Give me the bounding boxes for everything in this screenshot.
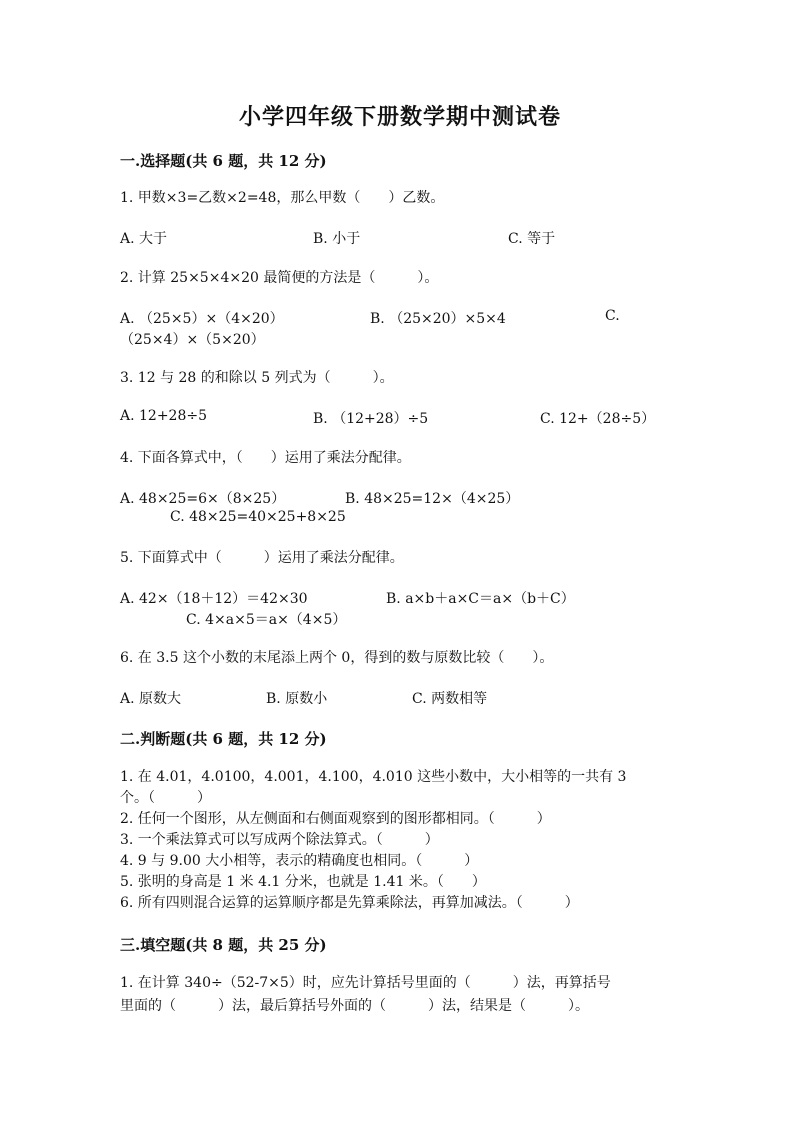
option-1-2-a: A. （25×5）×（4×20） — [120, 311, 284, 327]
option-1-5-c: C. 4×a×5＝a×（4×5） — [186, 612, 347, 628]
option-1-4-a: A. 48×25=6×（8×25） — [120, 491, 286, 507]
question-1-1: 1. 甲数×3=乙数×2=48，那么甲数（ ）乙数。 — [120, 190, 445, 206]
section-heading-choice: 一.选择题(共 6 题，共 12 分) — [120, 152, 327, 170]
option-1-1-a: A. 大于 — [120, 231, 168, 247]
section-heading-judge: 二.判断题(共 6 题，共 12 分) — [120, 730, 327, 748]
judge-line-4: 3. 一个乘法算式可以写成两个除法算式。（ ） — [120, 832, 439, 848]
question-1-4: 4. 下面各算式中，（ ）运用了乘法分配律。 — [120, 450, 411, 466]
option-1-4-b: B. 48×25=12×（4×25） — [345, 491, 520, 507]
option-1-5-a: A. 42×（18＋12）＝42×30 — [120, 591, 308, 607]
judge-line-7: 6. 所有四则混合运算的运算顺序都是先算乘除法，再算加减法。（ ） — [120, 895, 579, 911]
page-title: 小学四年级下册数学期中测试卷 — [238, 104, 561, 130]
option-1-2-c: （25×4）×（5×20） — [120, 332, 265, 348]
judge-line-2: 个。（ ） — [120, 790, 211, 806]
judge-line-6: 5. 张明的身高是 1 米 4.1 分米，也就是 1.41 米。（ ） — [120, 874, 486, 890]
fill-question-1-line-1: 1. 在计算 340÷（52-7×5）时，应先计算括号里面的（ ）法，再算括号 — [120, 975, 611, 991]
option-1-1-b: B. 小于 — [313, 231, 361, 247]
option-1-6-c: C. 两数相等 — [412, 691, 488, 707]
option-1-6-a: A. 原数大 — [120, 691, 182, 707]
option-1-1-c: C. 等于 — [508, 231, 556, 247]
option-1-5-b: B. a×b＋a×C＝a×（b＋C） — [386, 591, 575, 607]
question-1-6: 6. 在 3.5 这个小数的末尾添上两个 0，得到的数与原数比较（ ）。 — [120, 650, 554, 666]
option-1-3-a: A. 12+28÷5 — [120, 408, 208, 424]
judge-line-5: 4. 9 与 9.00 大小相等，表示的精确度也相同。（ ） — [120, 853, 479, 869]
judge-line-1: 1. 在 4.01，4.0100，4.001，4.100，4.010 这些小数中，大小相等的一共有 3 — [120, 769, 627, 785]
option-1-6-b: B. 原数小 — [266, 691, 328, 707]
option-1-2-c-label: C. — [605, 308, 620, 324]
option-1-3-c: C. 12+（28÷5） — [540, 411, 656, 427]
option-1-2-b: B. （25×20）×5×4 — [370, 311, 506, 327]
section-heading-fill: 三.填空题(共 8 题，共 25 分) — [120, 936, 327, 954]
question-1-5: 5. 下面算式中（ ）运用了乘法分配律。 — [120, 550, 404, 566]
question-1-2: 2. 计算 25×5×4×20 最简便的方法是（ ）。 — [120, 270, 439, 286]
fill-question-1-line-2: 里面的（ ）法，最后算括号外面的（ ）法，结果是（ ）。 — [120, 998, 589, 1014]
judge-line-3: 2. 任何一个图形，从左侧面和右侧面观察到的图形都相同。（ ） — [120, 811, 551, 827]
option-1-3-b: B. （12+28）÷5 — [313, 411, 429, 427]
option-1-4-c: C. 48×25=40×25+8×25 — [170, 509, 346, 525]
question-1-3: 3. 12 与 28 的和除以 5 列式为（ ）。 — [120, 370, 394, 386]
